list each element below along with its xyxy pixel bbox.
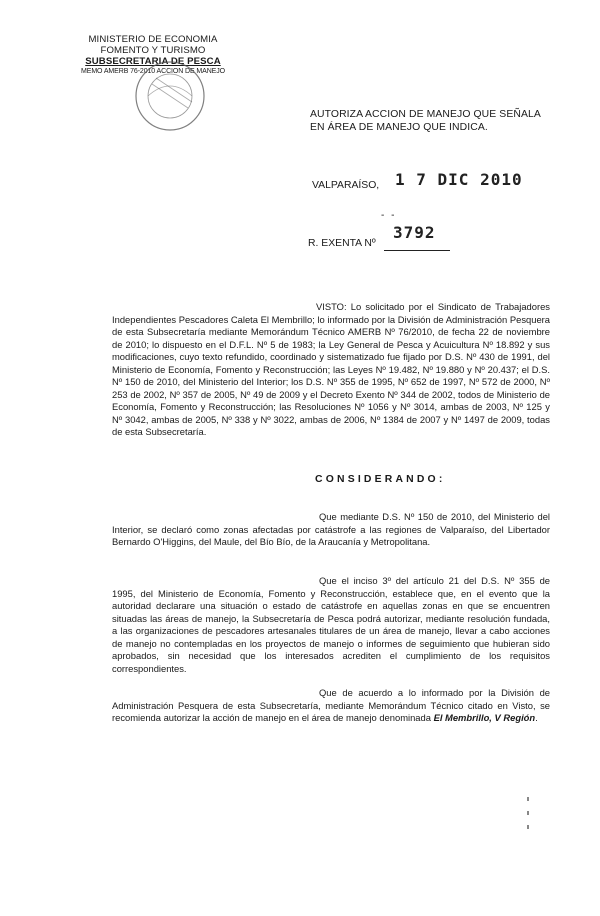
header-ministry-line: MINISTERIO DE ECONOMIA [88,34,218,45]
margin-mark [527,811,529,815]
official-seal-stamp [130,56,210,136]
place: VALPARAÍSO, [312,180,380,191]
header-ministry-line-2: FOMENTO Y TURISMO [100,45,206,56]
considerando-paragraph-3 [112,687,550,725]
resolution-underline [384,250,450,251]
considerando-heading: CONSIDERANDO: [315,474,446,485]
date-stamp: 1 7 DIC 2010 [395,170,523,189]
margin-marks [527,797,531,839]
resolution-number: 3792 [393,223,436,242]
resolution-label: R. EXENTA Nº [308,238,376,249]
paragraph-3-text: Que de acuerdo a lo informado por la División de Administración Pesquera de esta Subsecretaría, mediante Memorándum Técnico citado en Visto, se recomienda autorizar la acción de manejo en el área de manejo denominada [112,687,550,723]
header-memo-reference: MEMO AMERB 76-2010 ACCION DE MANEJO [81,68,225,75]
dash-mark: - - [381,210,397,221]
document-title: AUTORIZA ACCION DE MANEJO QUE SEÑALA EN ÁREA DE MANEJO QUE INDICA. [310,109,541,133]
considerando-paragraph-2: Que el inciso 3º del artículo 21 del D.S. Nº 355 de 1995, del Ministerio de Economía, Fomento y Reconstrucción, establece que, en el evento que la autoridad declarare una situación o estado de catástrofe en aquellas zonas en que se encuentren situadas las áreas de manejo, la Subsecretaría de Pesca podrá autorizar, mediante resolución fundada, a las organizaciones de pescadores artesanales titulares de un área de manejo, llevar a cabo acciones de manejo no contempladas en los proyectos de manejo o informes de seguimiento que hubieran sido aprobados, sin necesidad que los interesados acrediten el cumplimiento de los requisitos correspondientes. [112,575,550,674]
visto-paragraph: VISTO: Lo solicitado por el Sindicato de Trabajadores Independientes Pescadores Caleta El Membrillo; lo informado por la División de Administración Pesquera de esta Subsecretaría mediante Memorándum Técnico AMERB Nº 76/2010, de fecha 22 de noviembre de 2010; lo dispuesto en el D.F.L. Nº 5 de 1983; la Ley General de Pesca y Acuicultura Nº 18.892 y sus modificaciones, cuyo texto refundido, coordinado y sistematizado fue fijado por D.S. Nº 430 de 1991, del Ministerio de Economía, Fomento y Reconstrucción; las Leyes Nº 19.482, Nº 19.880 y Nº 20.437; el D.S. Nº 150 de 2010, del Ministerio del Interior; los D.S. Nº 355 de 1995, Nº 652 de 1997, Nº 572 de 2000, Nº 253 de 2002, Nº 357 de 2005, Nº 49 de 2009 y el Decreto Exento Nº 344 de 2002, todos de Ministerio de Economía, Fomento y Reconstrucción; las Resoluciones Nº 1056 y Nº 3014, ambas de 2003, Nº 125 y Nº 3042, ambas de 2005, Nº 338 y Nº 3022, ambas de 2006, Nº 1384 de 2007 y Nº 1497 de 2009, todas de esta Subsecretaría. [112,301,550,437]
paragraph-3-end: . [535,712,538,723]
margin-mark [527,797,529,801]
considerando-paragraph-1: Que mediante D.S. Nº 150 de 2010, del Ministerio del Interior, se declaró como zonas afectadas por catástrofe a las regiones de Valparaíso, del Libertador Bernardo O'Higgins, del Maule, del Bío Bío, de la Araucanía y Metropolitana. [112,511,550,547]
area-name: El Membrillo, V Región [433,712,536,723]
margin-mark [527,825,529,829]
header-subsecretaria: SUBSECRETARIA DE PESCA [85,56,221,67]
